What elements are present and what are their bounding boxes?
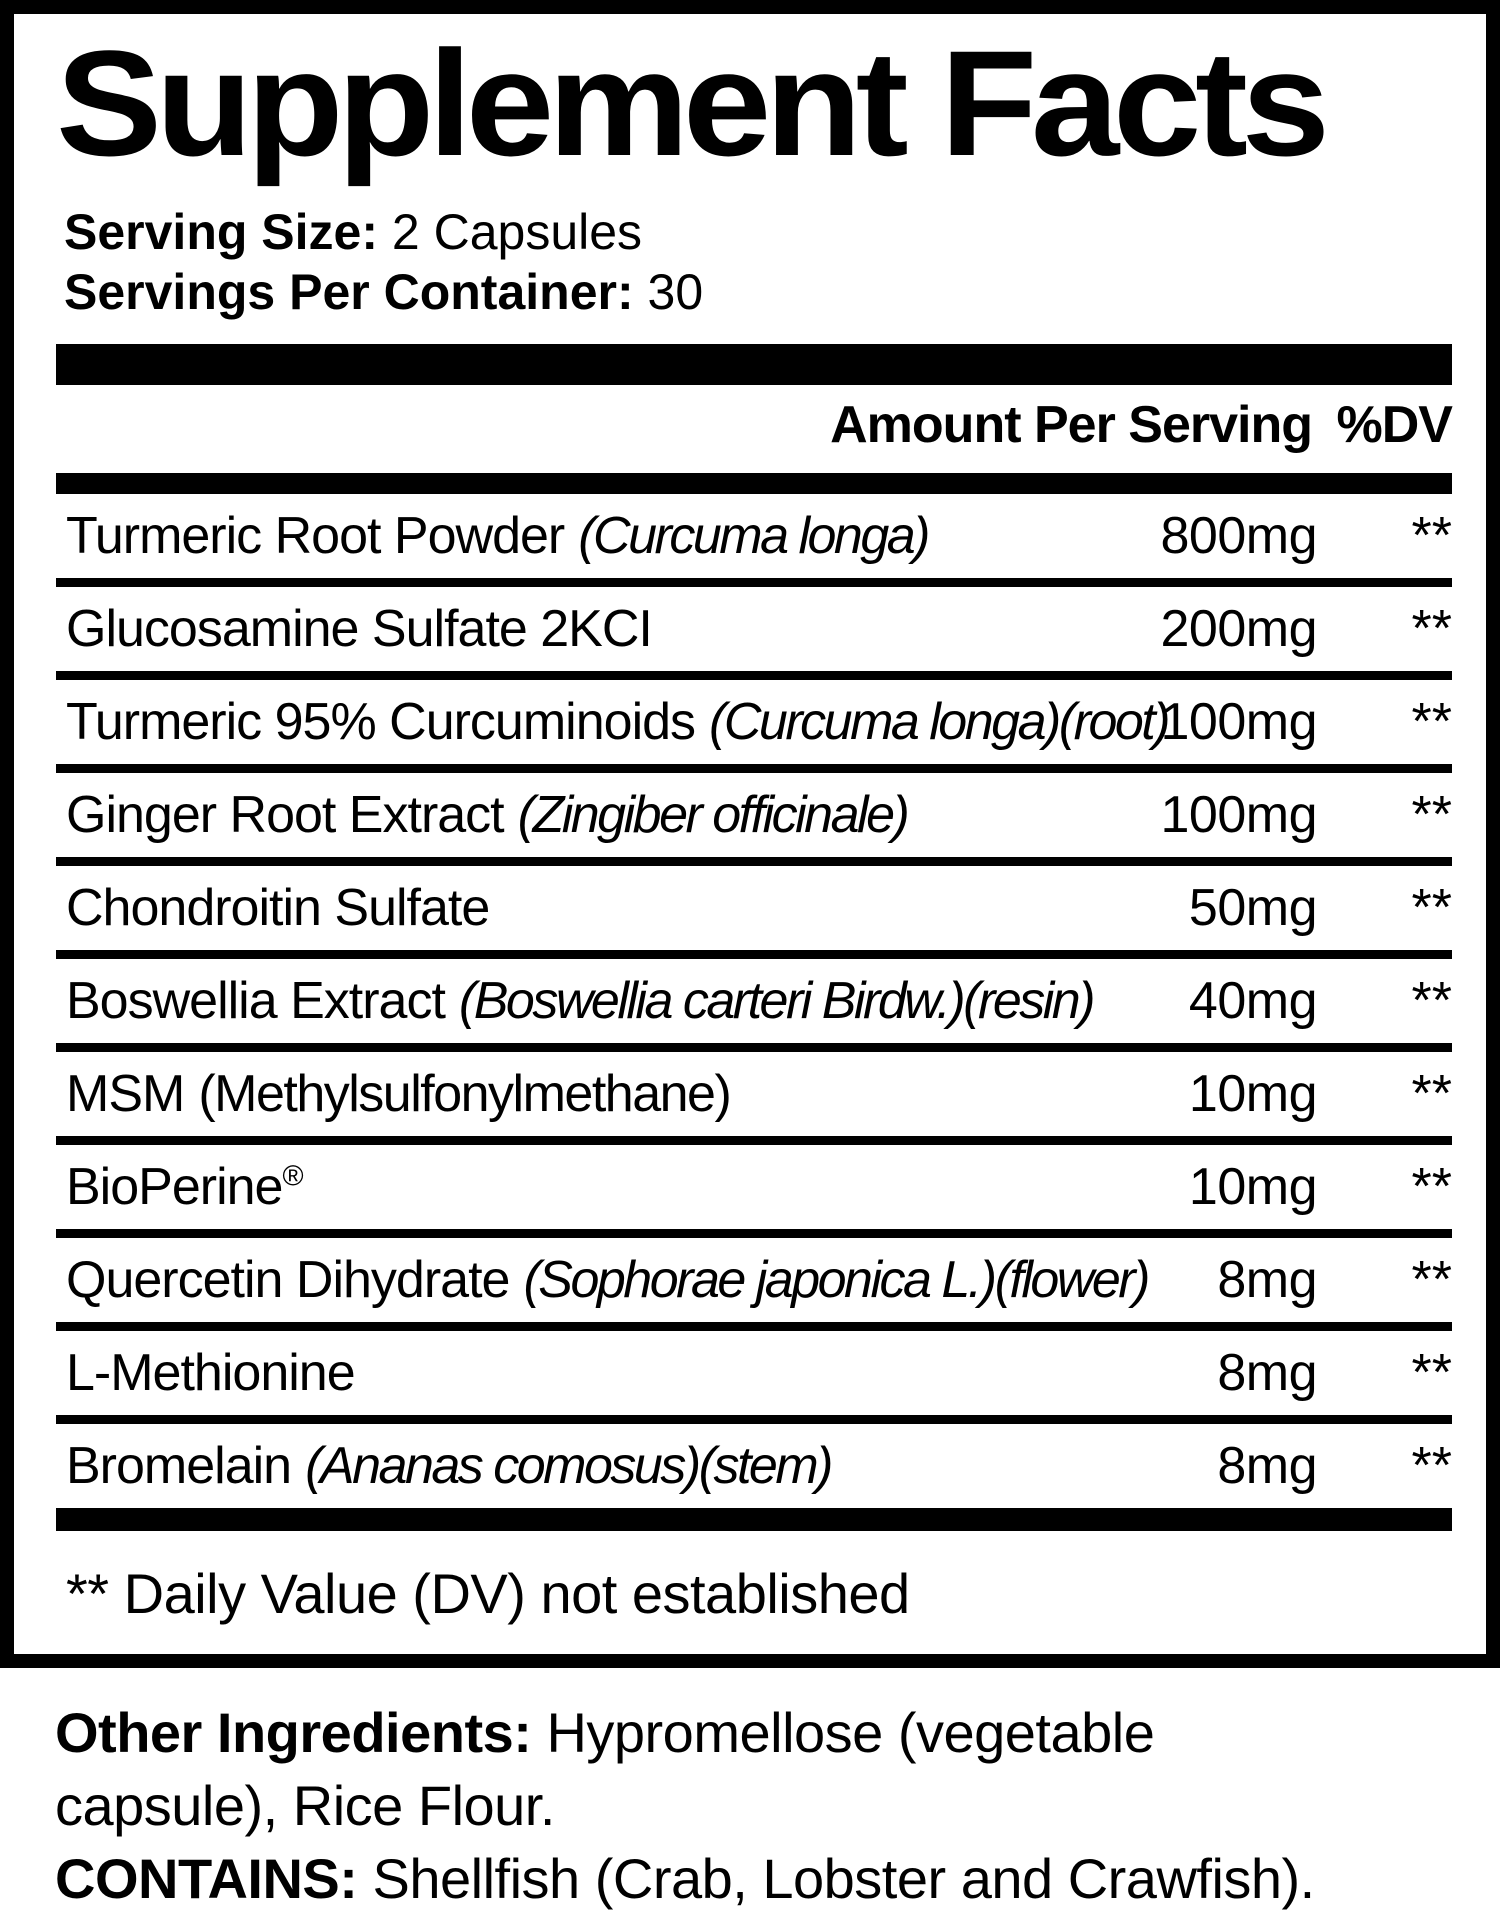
ingredient-name: L-Methionine <box>66 1344 355 1402</box>
other-ingredients-text: Hypromellose (vegetable capsule), Rice Flour. <box>55 1701 1155 1837</box>
dv-value: ** <box>1411 1344 1452 1402</box>
other-ingredients-line <box>55 1696 1385 1842</box>
ingredient-cell <box>56 971 1167 1031</box>
amount-value: 100mg <box>1160 693 1317 751</box>
column-header-row <box>56 385 1452 465</box>
ingredient-cell <box>56 785 1161 845</box>
table-row <box>56 1331 1452 1424</box>
table-row <box>56 959 1452 1052</box>
ingredient-name: Bromelain <box>66 1437 292 1495</box>
dv-value: ** <box>1411 1251 1452 1309</box>
ingredient-cell <box>56 599 1161 659</box>
dv-header: %DV <box>1336 396 1452 454</box>
table-row <box>56 587 1452 680</box>
table-row <box>56 1424 1452 1531</box>
dv-value: ** <box>1411 600 1452 658</box>
dv-value: ** <box>1411 879 1452 937</box>
dv-value: ** <box>1411 786 1452 844</box>
ingredient-name: MSM <box>66 1065 185 1123</box>
serving-size-value: 2 Capsules <box>391 204 643 260</box>
daily-value-footnote: ** Daily Value (DV) not established <box>66 1562 910 1625</box>
amount-value: 10mg <box>1188 1065 1317 1123</box>
dv-value: ** <box>1411 1158 1452 1216</box>
table-row <box>56 1238 1452 1331</box>
ingredient-botanical-name: (Curcuma longa)(root) <box>709 693 1169 751</box>
dv-value: ** <box>1411 1437 1452 1495</box>
header-divider-medium <box>56 473 1452 494</box>
servings-per-container-value: 30 <box>647 264 704 320</box>
dv-value: ** <box>1411 507 1452 565</box>
ingredient-name: Boswellia Extract <box>66 972 445 1030</box>
registered-mark: ® <box>282 1160 304 1193</box>
ingredient-cell <box>56 1343 1167 1403</box>
contains-line <box>55 1842 1385 1915</box>
amount-value: 50mg <box>1188 879 1317 937</box>
ingredient-name: Glucosamine Sulfate 2KCI <box>66 600 652 658</box>
ingredient-cell <box>56 1250 1167 1310</box>
servings-per-container-line <box>56 262 1452 322</box>
dv-value: ** <box>1411 1065 1452 1123</box>
table-row <box>56 1052 1452 1145</box>
amount-value: 8mg <box>1217 1251 1317 1309</box>
amount-value: 8mg <box>1217 1437 1317 1495</box>
table-row <box>56 866 1452 959</box>
ingredient-botanical-name: (Boswellia carteri Birdw.)(resin) <box>458 972 1094 1030</box>
ingredient-name: Chondroitin Sulfate <box>66 879 490 937</box>
amount-value: 200mg <box>1160 600 1317 658</box>
ingredient-name: Quercetin Dihydrate <box>66 1251 510 1309</box>
ingredient-name: Turmeric 95% Curcuminoids <box>66 693 696 751</box>
ingredient-botanical-name: (Curcuma longa) <box>578 507 928 565</box>
ingredient-cell <box>56 1436 1167 1496</box>
dv-value: ** <box>1411 693 1452 751</box>
ingredient-botanical-name: (Ananas comosus)(stem) <box>305 1437 831 1495</box>
ingredient-name: Turmeric Root Powder <box>66 507 565 565</box>
table-row <box>56 1145 1452 1238</box>
dv-value: ** <box>1411 972 1452 1030</box>
contains-text: Shellfish (Crab, Lobster and Crawfish). <box>357 1847 1315 1910</box>
ingredient-chemical-name: (Methylsulfonylmethane) <box>198 1065 731 1123</box>
serving-info <box>56 202 1452 322</box>
ingredient-botanical-name: (Sophorae japonica L.)(flower) <box>523 1251 1148 1309</box>
ingredient-cell <box>56 878 1167 938</box>
amount-value: 800mg <box>1160 507 1317 565</box>
amount-value: 8mg <box>1217 1344 1317 1402</box>
other-ingredients-label: Other Ingredients: <box>55 1701 532 1764</box>
servings-per-container-label: Servings Per Container: <box>64 264 634 320</box>
amount-value: 10mg <box>1188 1158 1317 1216</box>
page-title: Supplement Facts <box>56 19 1324 187</box>
ingredient-name: Ginger Root Extract <box>66 786 504 844</box>
ingredient-cell <box>56 506 1161 566</box>
amount-value: 40mg <box>1188 972 1317 1030</box>
ingredient-name: BioPerine <box>66 1158 283 1216</box>
table-row <box>56 680 1452 773</box>
ingredient-rows <box>56 494 1452 1531</box>
table-row <box>56 494 1452 587</box>
table-row <box>56 773 1452 866</box>
serving-size-line <box>56 202 1452 262</box>
ingredient-cell <box>56 1157 1167 1217</box>
header-divider-thick <box>56 344 1452 385</box>
amount-value: 100mg <box>1160 786 1317 844</box>
serving-size-label: Serving Size: <box>64 204 378 260</box>
ingredient-botanical-name: (Zingiber officinale) <box>517 786 908 844</box>
other-ingredients-block <box>55 1696 1385 1915</box>
amount-per-serving-header: Amount Per Serving <box>830 396 1312 454</box>
ingredient-cell <box>56 692 1169 752</box>
ingredient-cell <box>56 1064 1167 1124</box>
contains-label: CONTAINS: <box>55 1847 358 1910</box>
